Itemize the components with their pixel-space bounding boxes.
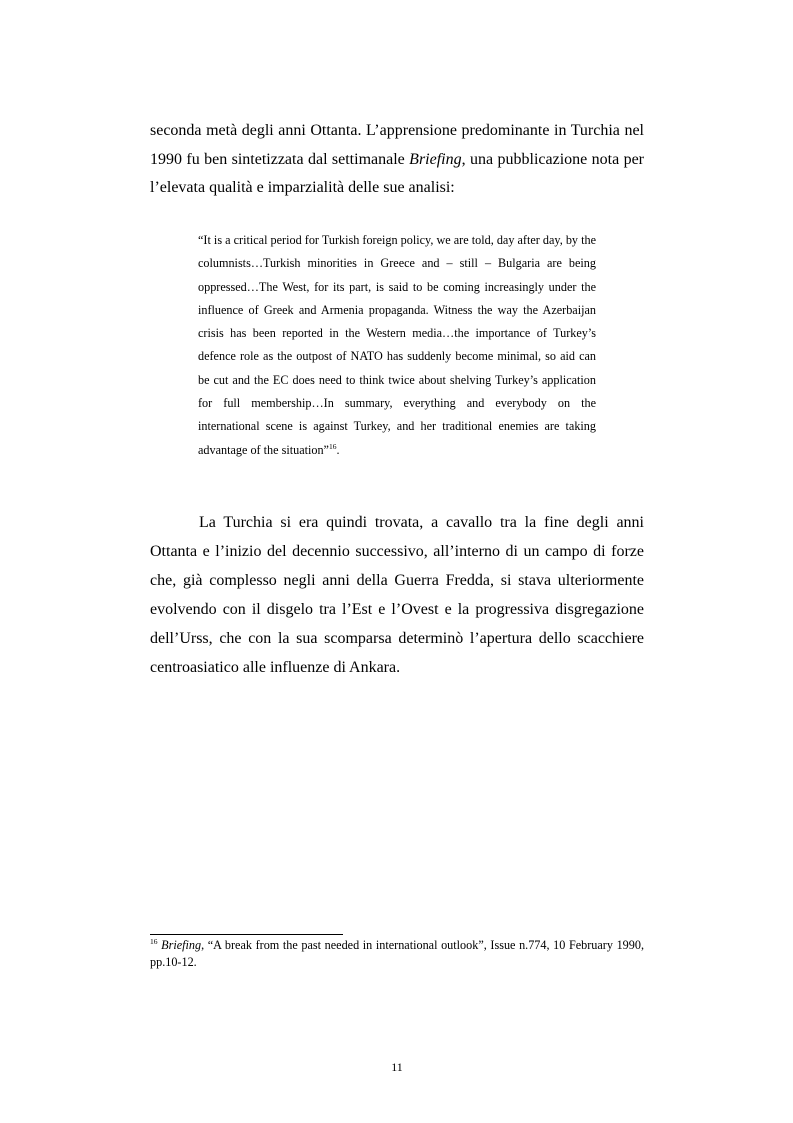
footnote <box>150 937 644 971</box>
page-number: 11 <box>391 1060 403 1074</box>
quote-text: “It is a critical period for Turkish foreign policy, we are told, day after day, by the columnists…Turkish minorities in Greece and – still – Bulgaria are being oppressed…The West, for its part, is said to be coming increasingly under the influence of Greek and Armenia propaganda. Witness the way the Azerbaijan crisis has been reported in the Western media…the importance of Turkey’s defence role as the outpost of NATO has suddenly become minimal, so aid can be cut and the EC does need to think twice about shelving Turkey’s application for full membership…In summary, everything and everybody on the international scene is against Turkey, and her traditional enemies are taking advantage of the situation” <box>198 233 596 457</box>
footnote-number: 16 <box>150 936 158 946</box>
intro-paragraph <box>150 117 644 203</box>
footnote-text: , “A break from the past needed in international outlook”, Issue n.774, 10 February 1990, pp.10-12. <box>150 938 645 969</box>
intro-text-before: seconda metà degli anni Ottanta. L’apprensione predominante in Turchia nel 1990 fu ben sintetizzata dal settimanale <box>150 122 644 168</box>
footnote-italic-title: Briefing <box>161 938 202 952</box>
block-quote <box>198 229 596 462</box>
main-paragraph-text: La Turchia si era quindi trovata, a cavallo tra la fine degli anni Ottanta e l’inizio del decennio successivo, all’interno di un campo di forze che, già complesso negli anni della Guerra Fredda, si stava ulteriormente evolvendo con il disgelo tra l’Est e l’Ovest e la progressiva disgregazione dell’Urss, che con la sua scomparsa determinò l’apertura dello scacchiere centroasiatico alle influenze di Ankara. <box>150 514 644 676</box>
footnote-separator <box>150 934 343 935</box>
intro-italic-title: Briefing <box>409 150 462 168</box>
intro-text-after: , una pubblicazione nota per l’elevata qualità e imparzialità delle sue analisi: <box>150 150 645 196</box>
quote-footnote-ref[interactable]: 16 <box>328 441 337 451</box>
quote-closing: . <box>336 442 340 457</box>
main-paragraph <box>150 508 644 682</box>
